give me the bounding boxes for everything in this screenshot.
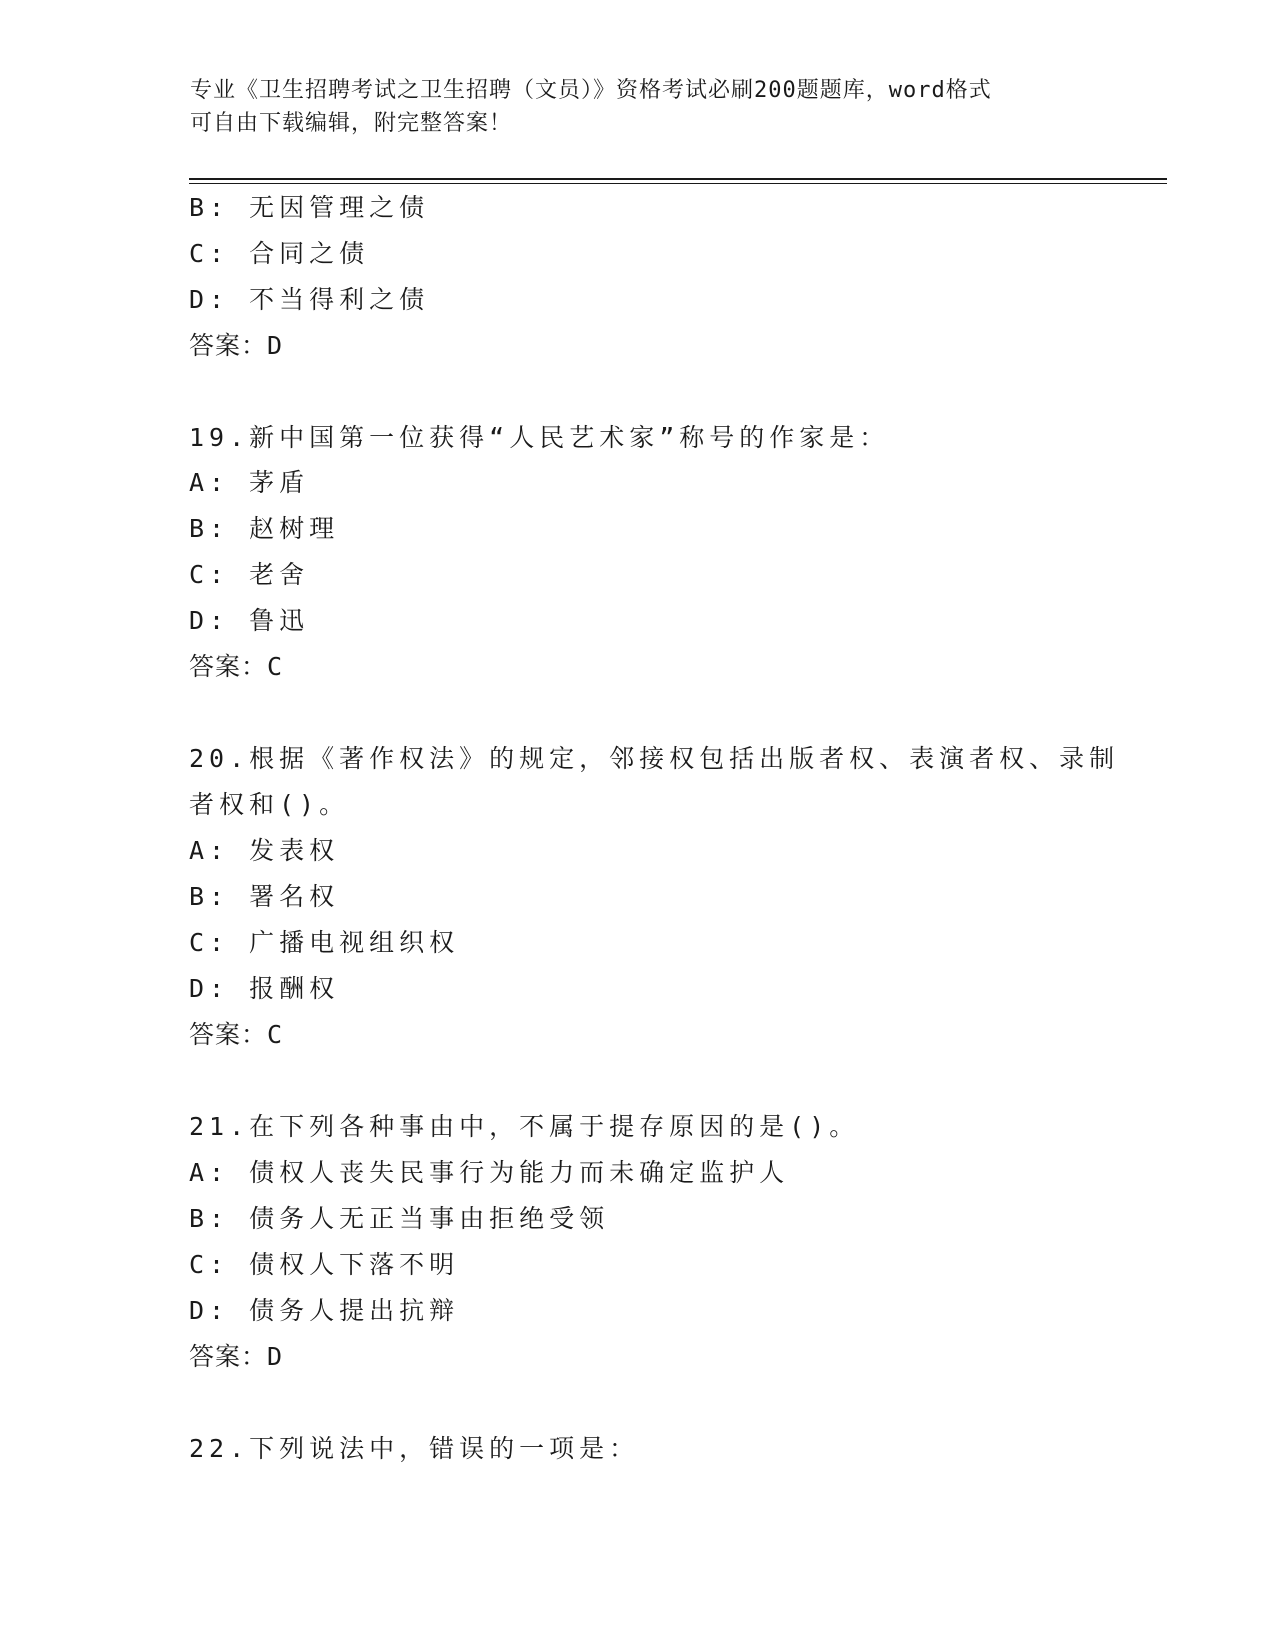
q21-answer: 答案：D (189, 1342, 284, 1371)
q20-option-d: D: 报酬权 (189, 974, 340, 1003)
header-divider-thick (189, 178, 1167, 180)
q20-option-b: B: 署名权 (189, 882, 340, 911)
q18-option-d: D: 不当得利之债 (189, 285, 430, 314)
header-divider-thin (189, 183, 1167, 184)
q20-option-c: C: 广播电视组织权 (189, 928, 460, 957)
q18-answer: 答案：D (189, 331, 284, 360)
q21-option-d: D: 债务人提出抗辩 (189, 1296, 460, 1325)
q18-option-c: C: 合同之债 (189, 239, 370, 268)
q20-question-line-2: 者权和()。 (189, 790, 350, 819)
q19-option-a: A: 茅盾 (189, 468, 310, 497)
header-line-2: 可自由下载编辑，附完整答案！ (190, 111, 513, 136)
q20-question-line-1: 20.根据《著作权法》的规定，邻接权包括出版者权、表演者权、录制 (189, 744, 1120, 773)
q19-option-b: B: 赵树理 (189, 514, 340, 543)
q21-question: 21.在下列各种事由中，不属于提存原因的是()。 (189, 1112, 860, 1141)
document-header (190, 74, 1090, 140)
q21-option-a: A: 债权人丧失民事行为能力而未确定监护人 (189, 1158, 790, 1187)
q21-option-b: B: 债务人无正当事由拒绝受领 (189, 1204, 610, 1233)
q19-question: 19.新中国第一位获得“人民艺术家”称号的作家是： (189, 423, 890, 452)
q19-option-c: C: 老舍 (189, 560, 310, 589)
q20-option-a: A: 发表权 (189, 836, 340, 865)
q22-question: 22.下列说法中，错误的一项是： (189, 1434, 640, 1463)
header-line-1: 专业《卫生招聘考试之卫生招聘（文员）》资格考试必刷200题题库，word格式 (190, 78, 992, 103)
q19-option-d: D: 鲁迅 (189, 606, 310, 635)
q20-answer: 答案：C (189, 1020, 284, 1049)
q21-option-c: C: 债权人下落不明 (189, 1250, 460, 1279)
q18-option-b: B: 无因管理之债 (189, 193, 430, 222)
q19-answer: 答案：C (189, 652, 284, 681)
